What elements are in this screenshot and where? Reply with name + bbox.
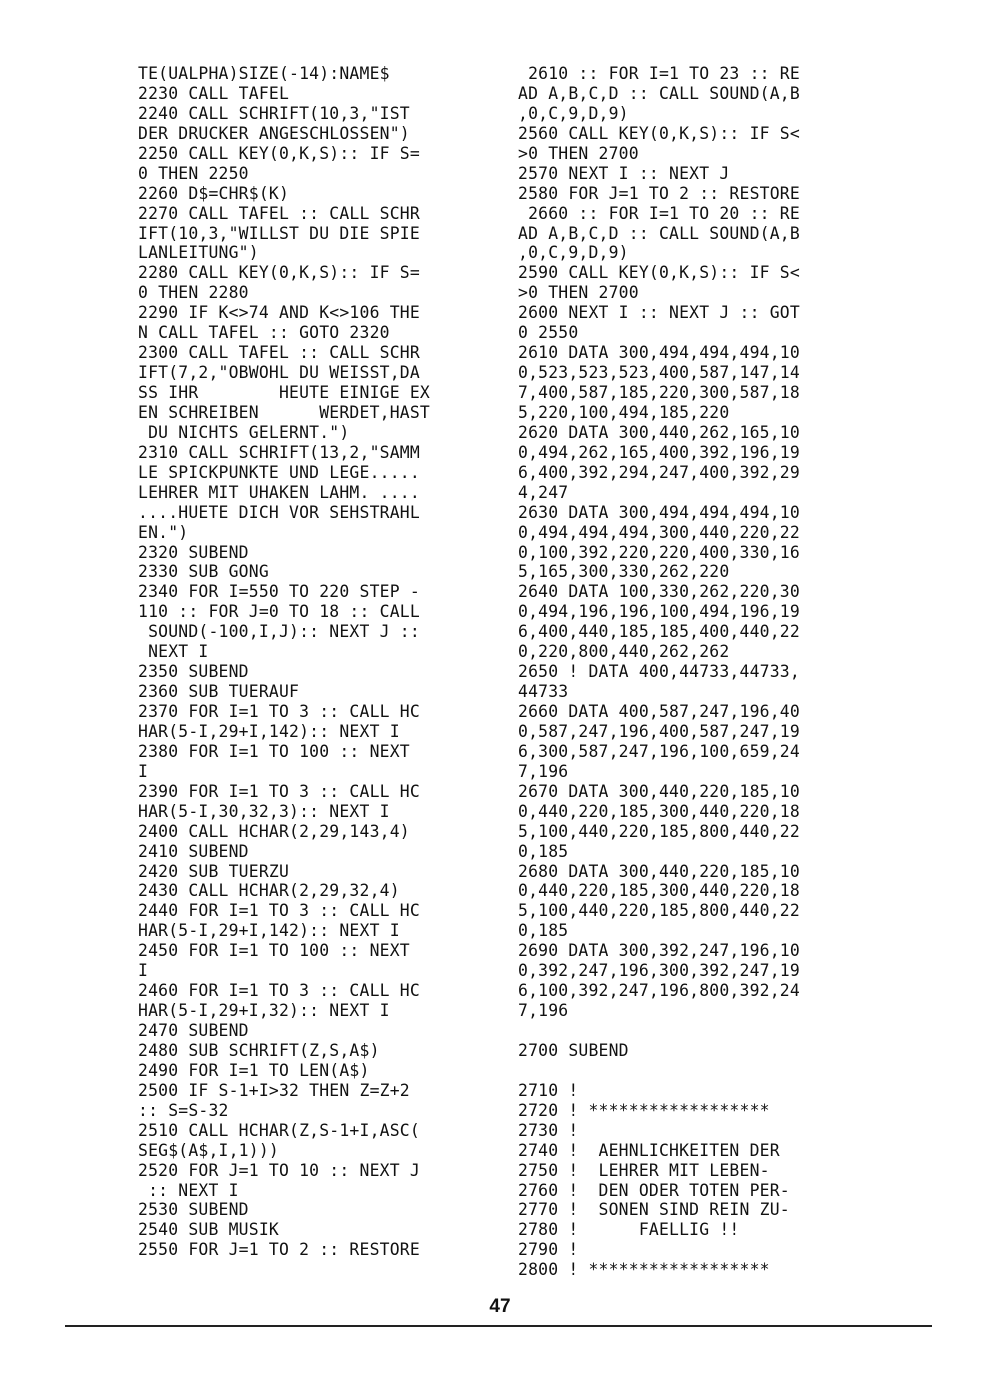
code-line: 2670 DATA 300,440,220,185,10 [518, 781, 800, 801]
code-line: 2730 ! [518, 1120, 579, 1140]
code-line: 2800 ! ****************** [518, 1260, 770, 1280]
code-line: 2500 IF S-1+I>32 THEN Z=Z+2 [138, 1080, 410, 1100]
code-line: LEHRER MIT UHAKEN LAHM. .... [138, 482, 420, 502]
code-line: IFT(10,3,"WILLST DU DIE SPIE [138, 223, 420, 243]
code-line: EN.") [138, 522, 189, 542]
code-line: 2460 FOR I=1 TO 3 :: CALL HC [138, 981, 420, 1001]
code-line [518, 1061, 858, 1081]
code-line: 2650 ! DATA 400,44733,44733, [518, 662, 800, 682]
code-line: 6,100,392,247,196,800,392,24 [518, 981, 800, 1001]
code-line: 0,494,196,196,100,494,196,19 [518, 602, 800, 622]
code-line: 2310 CALL SCHRIFT(13,2,"SAMM [138, 442, 420, 462]
code-line: 2450 FOR I=1 TO 100 :: NEXT [138, 941, 410, 961]
code-line: 2480 SUB SCHRIFT(Z,S,A$) [138, 1040, 380, 1060]
code-line: 0,494,262,165,400,392,196,19 [518, 442, 800, 462]
code-line: 2560 CALL KEY(0,K,S):: IF S< [518, 123, 800, 143]
code-line: N CALL TAFEL :: GOTO 2320 [138, 323, 390, 343]
code-line: IFT(7,2,"OBWOHL DU WEISST,DA [138, 363, 420, 383]
code-line: 2610 DATA 300,494,494,494,10 [518, 343, 800, 363]
code-line: 2490 FOR I=1 TO LEN(A$) [138, 1060, 370, 1080]
code-line: 2420 SUB TUERZU [138, 861, 290, 881]
code-line: 2320 SUBEND [138, 542, 249, 562]
code-line: :: NEXT I [138, 1180, 239, 1200]
code-line: 0 2550 [518, 323, 579, 343]
code-line: 2680 DATA 300,440,220,185,10 [518, 861, 800, 881]
code-line: 2660 :: FOR I=1 TO 20 :: RE [518, 203, 800, 223]
code-line: 2610 :: FOR I=1 TO 23 :: RE [518, 64, 800, 83]
code-line: 0,440,220,185,300,440,220,18 [518, 881, 800, 901]
code-line: NEXT I [138, 642, 209, 662]
code-line: 2690 DATA 300,392,247,196,10 [518, 941, 800, 961]
code-line: 2660 DATA 400,587,247,196,40 [518, 702, 800, 721]
code-line: 2570 NEXT I :: NEXT J [518, 163, 730, 183]
code-line: 2280 CALL KEY(0,K,S):: IF S= [138, 263, 420, 283]
code-line: 2250 CALL KEY(0,K,S):: IF S= [138, 143, 420, 163]
code-line: 2640 DATA 100,330,262,220,30 [518, 582, 800, 602]
code-line: :: S=S-32 [138, 1100, 229, 1120]
code-line: 2230 CALL TAFEL [138, 83, 290, 103]
code-line: TE(UALPHA)SIZE(-14):NAME$ [138, 64, 390, 83]
code-line: 2370 FOR I=1 TO 3 :: CALL HC [138, 702, 420, 721]
code-line: 0,220,800,440,262,262 [518, 642, 730, 662]
code-line: 0,185 [518, 921, 569, 941]
code-line: 2440 FOR I=1 TO 3 :: CALL HC [138, 901, 420, 921]
code-line: SEG$(A$,I,1))) [138, 1140, 279, 1160]
code-line: 2750 ! LEHRER MIT LEBEN- [518, 1160, 770, 1180]
code-line: HAR(5-I,30,32,3):: NEXT I [138, 801, 390, 821]
code-line: 2350 SUBEND [138, 662, 249, 682]
code-line: 0,392,247,196,300,392,247,19 [518, 961, 800, 981]
code-line: 2720 ! ****************** [518, 1100, 770, 1120]
code-line: SOUND(-100,I,J):: NEXT J :: [138, 622, 420, 642]
code-line: 2780 ! FAELLIG !! [518, 1220, 740, 1240]
code-line: 2770 ! SONEN SIND REIN ZU- [518, 1200, 790, 1220]
code-line: 6,400,440,185,185,400,440,22 [518, 622, 800, 642]
code-line: 6,400,392,294,247,400,392,29 [518, 462, 800, 482]
code-line: >0 THEN 2700 [518, 283, 639, 303]
code-line: 4,247 [518, 482, 569, 502]
code-line: SS IHR HEUTE EINIGE EX [138, 383, 430, 402]
code-line: 2590 CALL KEY(0,K,S):: IF S< [518, 263, 800, 283]
code-line: 7,196 [518, 1001, 569, 1021]
listing-column-left [138, 64, 483, 1260]
code-line: 2700 SUBEND [518, 1040, 629, 1060]
code-line: 2710 ! [518, 1080, 579, 1100]
code-line: 2340 FOR I=550 TO 220 STEP - [138, 582, 420, 602]
code-line: I [138, 761, 149, 781]
code-line: I [138, 961, 149, 981]
code-line: 2550 FOR J=1 TO 2 :: RESTORE [138, 1240, 420, 1260]
code-line: 7,400,587,185,220,300,587,18 [518, 383, 800, 402]
code-line: 2400 CALL HCHAR(2,29,143,4) [138, 821, 410, 841]
code-line: ,0,C,9,D,9) [518, 243, 629, 263]
code-line: 2540 SUB MUSIK [138, 1220, 279, 1240]
code-line: AD A,B,C,D :: CALL SOUND(A,B [518, 83, 800, 103]
code-line: 0 THEN 2280 [138, 283, 249, 303]
code-line: 2740 ! AEHNLICHKEITEN DER [518, 1140, 780, 1160]
code-line: 2630 DATA 300,494,494,494,10 [518, 502, 800, 522]
code-line: HAR(5-I,29+I,142):: NEXT I [138, 921, 400, 941]
code-line: 2470 SUBEND [138, 1021, 249, 1040]
code-line: EN SCHREIBEN WERDET,HAST [138, 402, 430, 422]
code-line: 5,165,300,330,262,220 [518, 562, 730, 582]
code-line: 5,220,100,494,185,220 [518, 402, 730, 422]
code-line: 0,494,494,494,300,440,220,22 [518, 522, 800, 542]
code-line: 2270 CALL TAFEL :: CALL SCHR [138, 203, 420, 223]
code-line: 2510 CALL HCHAR(Z,S-1+I,ASC( [138, 1120, 420, 1140]
code-line: 2300 CALL TAFEL :: CALL SCHR [138, 343, 420, 363]
page-number: 47 [489, 1296, 511, 1317]
code-line: 7,196 [518, 761, 569, 781]
code-line: 2430 CALL HCHAR(2,29,32,4) [138, 881, 400, 901]
code-line: 0,440,220,185,300,440,220,18 [518, 801, 800, 821]
code-line: 2760 ! DEN ODER TOTEN PER- [518, 1180, 790, 1200]
code-line: 2290 IF K<>74 AND K<>106 THE [138, 303, 420, 323]
code-line: AD A,B,C,D :: CALL SOUND(A,B [518, 223, 800, 243]
code-line: HAR(5-I,29+I,32):: NEXT I [138, 1001, 390, 1021]
code-line: 0,587,247,196,400,587,247,19 [518, 721, 800, 741]
code-line: ....HUETE DICH VOR SEHSTRAHL [138, 502, 420, 522]
code-line: 2620 DATA 300,440,262,165,10 [518, 422, 800, 442]
code-line: DU NICHTS GELERNT.") [138, 422, 350, 442]
code-line: 2390 FOR I=1 TO 3 :: CALL HC [138, 781, 420, 801]
code-line: 2410 SUBEND [138, 841, 249, 861]
code-line: 2580 FOR J=1 TO 2 :: RESTORE [518, 183, 800, 203]
code-line: LANLEITUNG") [138, 243, 259, 263]
footer-rule [65, 1325, 932, 1327]
code-line: 6,300,587,247,196,100,659,24 [518, 741, 800, 761]
code-line: 2260 D$=CHR$(K) [138, 183, 290, 203]
code-line: 0,185 [518, 841, 569, 861]
code-line: 2530 SUBEND [138, 1200, 249, 1220]
code-line: >0 THEN 2700 [518, 143, 639, 163]
code-line: 0 THEN 2250 [138, 163, 249, 183]
code-line: 110 :: FOR J=0 TO 18 :: CALL [138, 602, 420, 622]
code-line: 5,100,440,220,185,800,440,22 [518, 901, 800, 921]
code-line: LE SPICKPUNKTE UND LEGE..... [138, 462, 420, 482]
code-line: 5,100,440,220,185,800,440,22 [518, 821, 800, 841]
code-line: 2600 NEXT I :: NEXT J :: GOT [518, 303, 800, 323]
code-line: 2520 FOR J=1 TO 10 :: NEXT J [138, 1160, 420, 1180]
code-line: DER DRUCKER ANGESCHLOSSEN") [138, 123, 410, 143]
code-line: 0,100,392,220,220,400,330,16 [518, 542, 800, 562]
code-line: 0,523,523,523,400,587,147,14 [518, 363, 800, 383]
listing-column-right [518, 64, 858, 1280]
code-line: ,0,C,9,D,9) [518, 103, 629, 123]
code-line: 2330 SUB GONG [138, 562, 269, 582]
code-line: HAR(5-I,29+I,142):: NEXT I [138, 721, 400, 741]
code-line [518, 1021, 858, 1041]
code-line: 2360 SUB TUERAUF [138, 682, 300, 702]
code-line: 2790 ! [518, 1240, 579, 1260]
code-line: 2380 FOR I=1 TO 100 :: NEXT [138, 741, 410, 761]
code-line: 2240 CALL SCHRIFT(10,3,"IST [138, 103, 410, 123]
code-line: 44733 [518, 682, 569, 702]
